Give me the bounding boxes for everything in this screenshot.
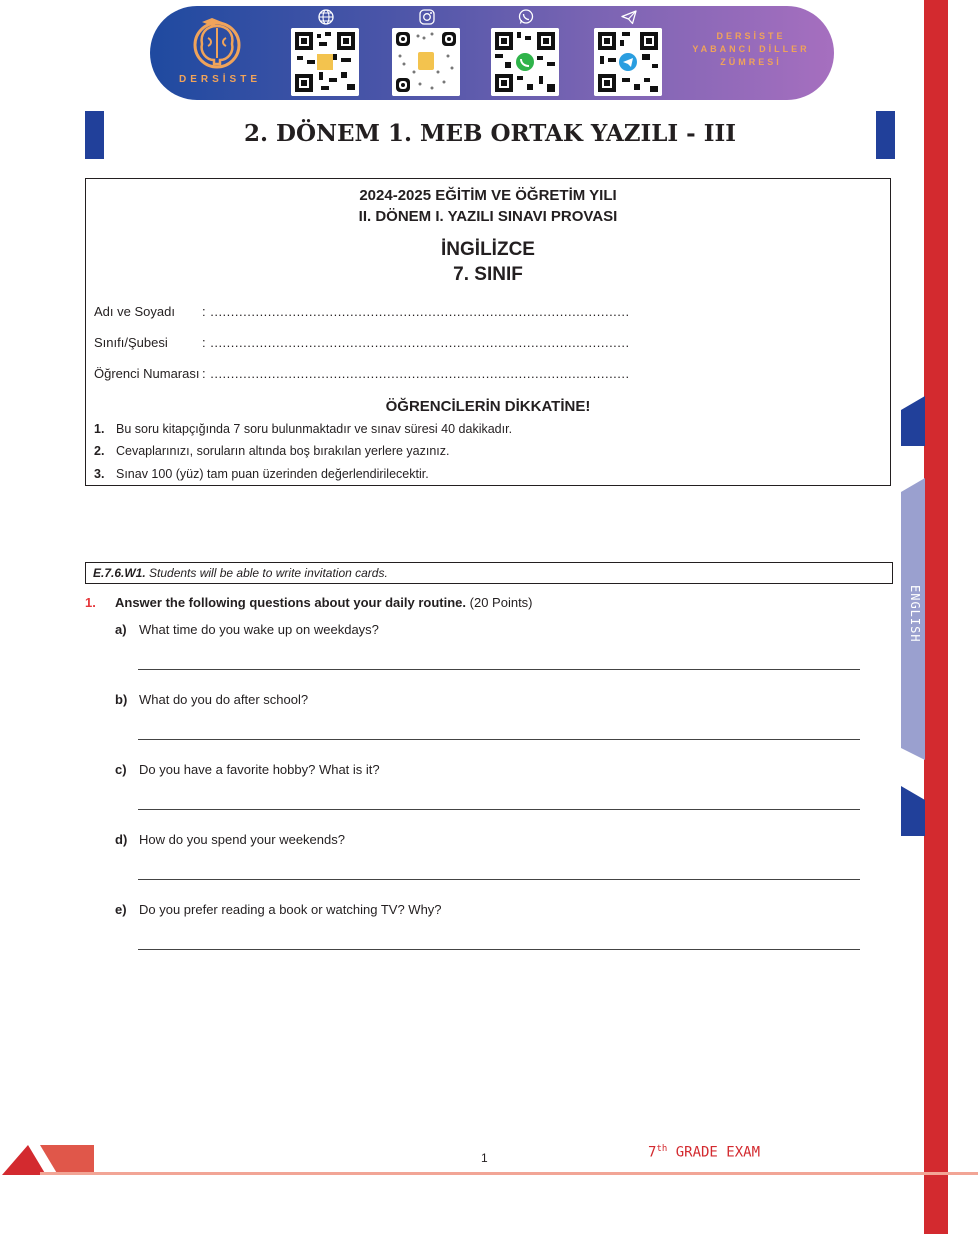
question-points: (20 Points) <box>466 595 533 610</box>
class-field[interactable]: : ...................................................................................................... <box>202 335 630 350</box>
qr-code <box>392 28 460 96</box>
instagram-icon <box>418 8 436 26</box>
student-number-field[interactable]: : ...................................................................................................... <box>202 366 630 381</box>
exam-name: II. DÖNEM I. YAZILI SINAVI PROVASI <box>358 208 618 225</box>
globe-icon <box>317 8 335 26</box>
whatsapp-icon <box>517 8 535 26</box>
qr-code <box>491 28 559 96</box>
answer-line-a[interactable] <box>138 669 860 670</box>
grade-exam-label: 7th GRADE EXAM <box>648 1144 760 1161</box>
attention-heading: ÖĞRENCİLERİN DİKKATİNE! <box>385 398 591 415</box>
name-label: Adı ve Soyadı <box>94 304 175 319</box>
qr-code <box>594 28 662 96</box>
question-number: 1. <box>85 595 96 610</box>
website-qr[interactable] <box>291 8 361 96</box>
page-number: 1 <box>481 1151 488 1165</box>
telegram-icon <box>620 8 638 26</box>
side-red-strip <box>924 0 948 1234</box>
answer-line-b[interactable] <box>138 739 860 740</box>
instagram-qr[interactable] <box>392 8 462 96</box>
objective-code: E.7.6.W1. <box>93 566 146 580</box>
side-navy-tab-bottom <box>901 786 925 836</box>
telegram-qr[interactable] <box>594 8 664 96</box>
sub-question-letter: d) <box>115 832 128 847</box>
sub-question-letter: c) <box>115 762 127 777</box>
answer-line-d[interactable] <box>138 879 860 880</box>
title-bar-left <box>85 111 104 159</box>
rule-item: 3. Sınav 100 (yüz) tam puan üzerinden değerlendirilecektir. <box>94 467 429 481</box>
title-bar-right <box>876 111 895 159</box>
grade-level: 7. SINIF <box>453 264 523 285</box>
answer-line-c[interactable] <box>138 809 860 810</box>
side-subject-label: ENGLISH <box>908 585 922 643</box>
objective-text: Students will be able to write invitation cards. <box>145 566 388 580</box>
sub-question-letter: a) <box>115 622 127 637</box>
rule-item: 2. Cevaplarınızı, soruların altında boş bırakılan yerlere yazınız. <box>94 444 450 458</box>
sub-question-text: What do you do after school? <box>139 692 309 707</box>
rule-item: 1. Bu soru kitapçığında 7 soru bulunmaktadır ve sınav süresi 40 dakikadır. <box>94 422 513 436</box>
brain-logo-icon <box>186 14 248 76</box>
footer-line <box>40 1172 978 1175</box>
whatsapp-qr[interactable] <box>491 8 561 96</box>
sub-question-text: Do you prefer reading a book or watching TV? Why? <box>139 902 442 917</box>
name-field[interactable]: : ...................................................................................................... <box>202 304 630 319</box>
question-prompt: Answer the following questions about your daily routine. (20 Points) <box>115 595 533 610</box>
qr-code <box>291 28 359 96</box>
class-label: Sınıfı/Şubesi <box>94 335 168 350</box>
academic-year: 2024-2025 EĞİTİM VE ÖĞRETİM YILI <box>359 187 617 204</box>
brand-name: DERSİSTE <box>178 74 261 85</box>
sub-question-text: How do you spend your weekends? <box>139 832 345 847</box>
student-number-label: Öğrenci Numarası <box>94 366 200 381</box>
page-title: 2. DÖNEM 1. MEB ORTAK YAZILI - III <box>243 120 737 147</box>
sub-question-text: Do you have a favorite hobby? What is it? <box>139 762 380 777</box>
sub-question-letter: b) <box>115 692 128 707</box>
sub-question-text: What time do you wake up on weekdays? <box>139 622 379 637</box>
sub-question-letter: e) <box>115 902 127 917</box>
learning-objective <box>85 562 893 584</box>
answer-line-e[interactable] <box>138 949 860 950</box>
side-navy-tab-top <box>901 396 925 446</box>
department-name: DERSİSTE YABANCI DİLLER ZÜMRESİ <box>692 31 810 67</box>
subject-name: İNGİLİZCE <box>441 239 535 260</box>
